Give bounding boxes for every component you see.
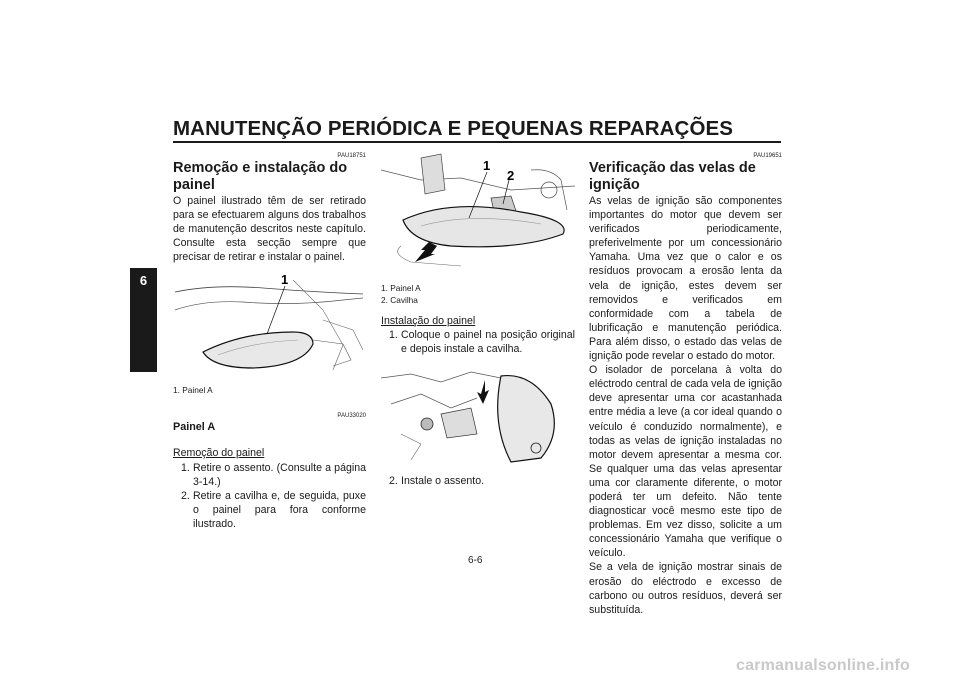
figure-callout-2: 2	[507, 168, 515, 183]
column-2	[381, 150, 575, 488]
paragraph: Se a vela de ignição mostrar sinais de erosão do eléctrodo e excesso de carbono ou outros resíduos, deverá ser substituída.	[589, 561, 782, 616]
watermark[interactable]: carmanualsonline.info	[736, 657, 911, 674]
page-title: MANUTENÇÃO PERIÓDICA E PEQUENAS REPARAÇÕES	[173, 117, 734, 140]
figure-cavilha-install	[381, 364, 575, 468]
paragraph: O isolador de porcelana à volta do eléctrodo central de cada vela de ignição deve apresentar uma cor acastanhada entre média a leve (a cor ideal quando o veículo é conduzido normalmente), e todas as velas de ignição instaladas no motor devem apresentar a mesma cor. Se qualquer uma das velas apresentar uma cor claramente diferente, o motor poderá ter um defeito. Não tente diagnosticar você mesmo este tipo de problemas. Em vez disso, solicite a um concessionário Yamaha que verifique o veículo.	[589, 364, 782, 560]
section-heading: Remoção e instalação do painel	[173, 160, 348, 193]
install-step-text: Instale o assento.	[401, 475, 485, 488]
cavilha-install-illustration	[381, 364, 575, 468]
chapter-tab[interactable]: 6	[130, 268, 157, 372]
paragraph: As velas de ignição são componentes importantes do motor que devem ser verificados periodicamente, preferivelmente por um concessionário Yamaha. Uma vez que o calor e os resíduos provocam a erosão lenta da vela de ignição, estes devem ser removidos e verificados em conformidade com a tabela de lubrificação e manutenção periódica. Para além disso, o estado das velas de ignição pode revelar o estado do motor.	[589, 195, 782, 363]
column-3	[589, 152, 782, 617]
install-step-text: Coloque o painel na posição original e depois instale a cavilha.	[401, 329, 575, 356]
removal-title: Remoção do painel	[173, 447, 265, 460]
panel-a-illustration	[173, 270, 366, 380]
subheading-panel-a: Painel A	[173, 421, 216, 434]
header-rule	[173, 141, 781, 143]
section-code: PAU18751	[337, 153, 366, 159]
section-code: PAU33020	[337, 413, 366, 420]
figure-caption: 1. Painel A	[381, 283, 421, 293]
spark-plug-text	[589, 194, 782, 617]
column-1	[173, 152, 366, 531]
figure-panel-cavilha	[381, 150, 575, 278]
install-step: 1. Coloque o painel na posição original e depois instale a cavilha.	[389, 329, 575, 356]
figure-caption: 1. Painel A	[173, 385, 213, 396]
install-title: Instalação do painel	[381, 315, 476, 327]
figure-callout-1: 1	[281, 272, 289, 288]
page-number: 6-6	[468, 555, 483, 566]
figure-callout-1: 1	[483, 158, 491, 173]
figure-panel-a	[173, 270, 366, 380]
figure-caption: 2. Cavilha	[381, 295, 418, 305]
removal-step-text: Retire a cavilha e, de seguida, puxe o painel para fora conforme ilustrado.	[193, 489, 366, 530]
intro-paragraph: O painel ilustrado têm de ser retirado para se efectuarem alguns dos trabalhos de manutenção descritos neste capítulo. Consulte esta secção sempre que precisar de retirar e instalar o painel.	[173, 195, 366, 264]
section-heading: Verificação das velas de ignição	[589, 160, 756, 193]
removal-step: 2. Retire a cavilha e, de seguida, puxe o painel para fora conforme ilustrado.	[181, 489, 366, 530]
install-step: 2. Instale o assento.	[389, 475, 485, 488]
removal-step-text: Retire o assento. (Consulte a página 3-14.)	[193, 461, 366, 488]
panel-cavilha-illustration	[381, 150, 575, 278]
removal-step: 1. Retire o assento. (Consulte a página 3-14.)	[181, 461, 366, 488]
section-code: PAU19651	[753, 153, 782, 159]
